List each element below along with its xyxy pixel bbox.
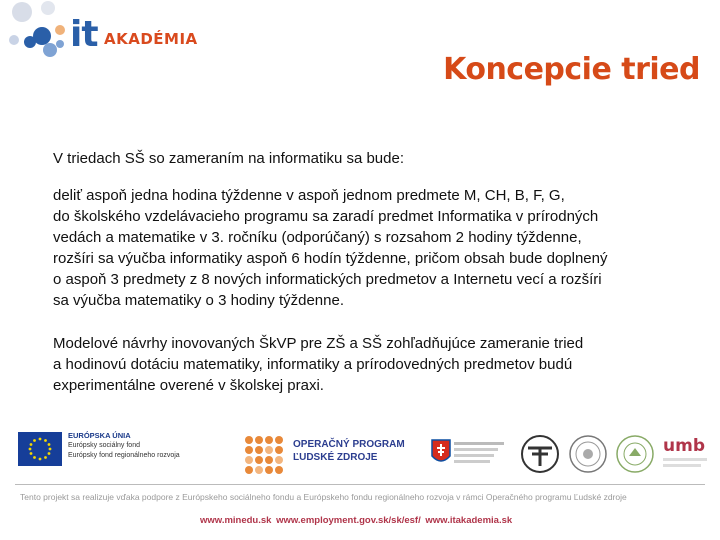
text-line: sa výučba matematiky o 3 hodiny týždenne. <box>53 292 344 309</box>
op-subtitle: ĽUDSKÉ ZDROJE <box>293 452 378 463</box>
page-title: Koncepcie tried <box>443 52 700 87</box>
sponsor-logos <box>15 430 715 480</box>
ministry-emblem-icon <box>430 436 510 474</box>
op-text-block <box>293 438 405 464</box>
text-line: do školského vzdelávacieho programu sa zaradí predmet Informatika v prírodných <box>53 208 599 225</box>
text-line: experimentálne overené v školskej praxi. <box>53 377 324 394</box>
text-line: o aspoň 3 predmety z 8 nových informatických predmetov a Internetu vecí a rozšíri <box>53 271 602 288</box>
op-dots-icon <box>243 434 285 476</box>
text-line: vedách a matematike v 3. ročníku (odporúčaný) s rozsahom 2 hodiny týždenne, <box>53 229 582 246</box>
footer-divider <box>15 484 705 485</box>
text-line: a hodinovú dotáciu matematiky, informatiky a prírodovedných predmetov budú <box>53 356 573 373</box>
text-line: Modelové návrhy inovovaných ŠkVP pre ZŠ a SŠ zohľadňujúce zameranie tried <box>53 335 584 352</box>
paragraph-models <box>53 333 678 396</box>
text-line: rozšíri sa výučba informatiky aspoň 6 hodín týždenne, pričom obsah bude doplnený <box>53 250 608 267</box>
umb-logo-text: umb <box>663 436 705 456</box>
intro-text: V triedach SŠ so zameraním na informatiku sa bude: <box>53 150 405 167</box>
university-logo-icon <box>520 434 560 474</box>
main-content <box>53 148 678 412</box>
footer-links[interactable]: www.minedu.sk www.employment.gov.sk/sk/esf/ www.itakademia.sk <box>200 515 513 526</box>
footer-funding-text: Tento projekt sa realizuje vďaka podpore z Európskeho sociálneho fondu a Európskeho fondu regionálneho rozvoja v rámci Operačného programu Ľudské zdroje <box>20 492 627 502</box>
it-akademia-logo <box>0 0 230 70</box>
university-seal-icon <box>568 434 608 474</box>
eu-flag-icon <box>18 432 62 466</box>
eu-fund-2: Európsky fond regionálneho rozvoja <box>68 452 180 459</box>
logo-it-text: it <box>70 14 98 55</box>
text-line: deliť aspoň jedna hodina týždenne v aspoň jednom predmete M, CH, B, F, G, <box>53 187 565 204</box>
faculty-seal-icon <box>615 434 655 474</box>
eu-text-block <box>68 431 180 461</box>
eu-fund-1: Európsky sociálny fond <box>68 442 140 449</box>
logo-akademia-text: AKADÉMIA <box>104 30 198 48</box>
umb-logo <box>663 436 713 474</box>
paragraph-requirements <box>53 185 678 311</box>
op-title: OPERAČNÝ PROGRAM <box>293 439 405 450</box>
eu-title: EURÓPSKA ÚNIA <box>68 431 131 440</box>
